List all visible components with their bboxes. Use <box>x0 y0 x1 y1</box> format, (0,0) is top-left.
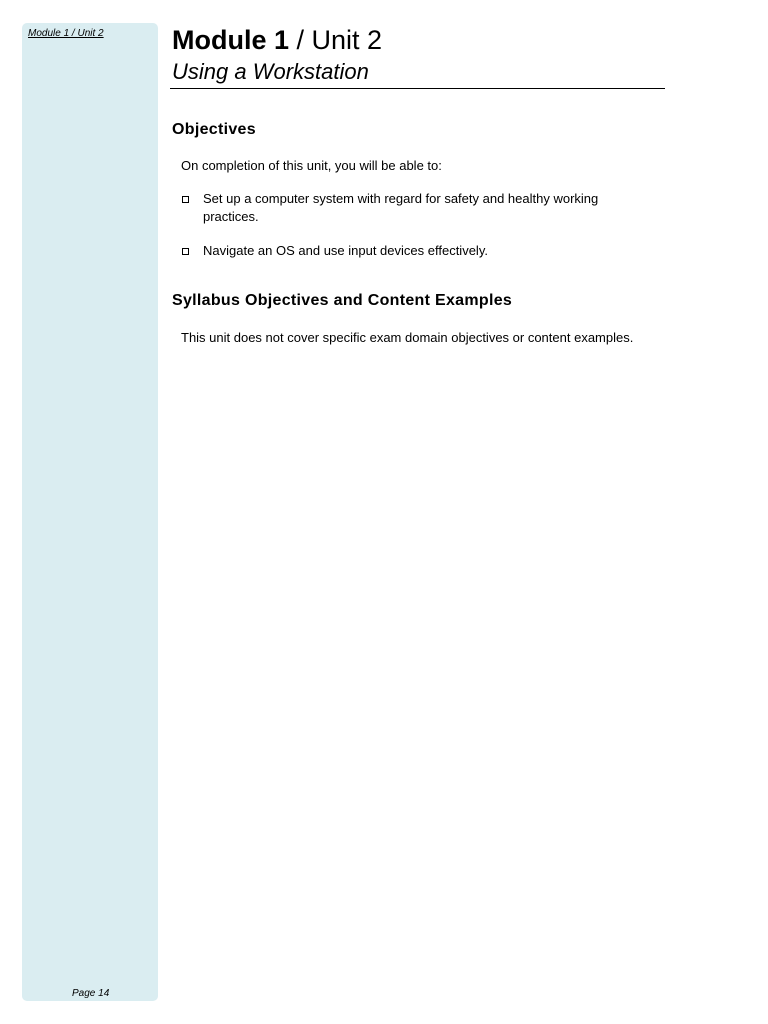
checkbox-bullet-icon <box>182 196 189 203</box>
list-item-text: Navigate an OS and use input devices effectively. <box>203 243 488 258</box>
page-title <box>172 24 382 56</box>
list-item-text: Set up a computer system with regard for safety and healthy working practices. <box>203 191 599 224</box>
objectives-intro: On completion of this unit, you will be able to: <box>181 158 442 173</box>
objectives-list <box>181 190 651 276</box>
page-header <box>170 24 665 89</box>
checkbox-bullet-icon <box>182 248 189 255</box>
list-item <box>181 190 651 226</box>
objectives-heading: Objectives <box>172 121 256 138</box>
syllabus-heading: Syllabus Objectives and Content Examples <box>172 292 513 309</box>
sidebar <box>22 23 158 1001</box>
page-subtitle: Using a Workstation <box>172 59 369 84</box>
module-reference-link[interactable]: Module 1 / Unit 2 <box>28 28 104 39</box>
module-label: Module 1 <box>172 25 290 55</box>
syllabus-text: This unit does not cover specific exam domain objectives or content examples. <box>181 330 634 345</box>
unit-label: / Unit 2 <box>289 25 383 55</box>
list-item <box>181 242 651 260</box>
page-number: Page 14 <box>72 988 110 999</box>
